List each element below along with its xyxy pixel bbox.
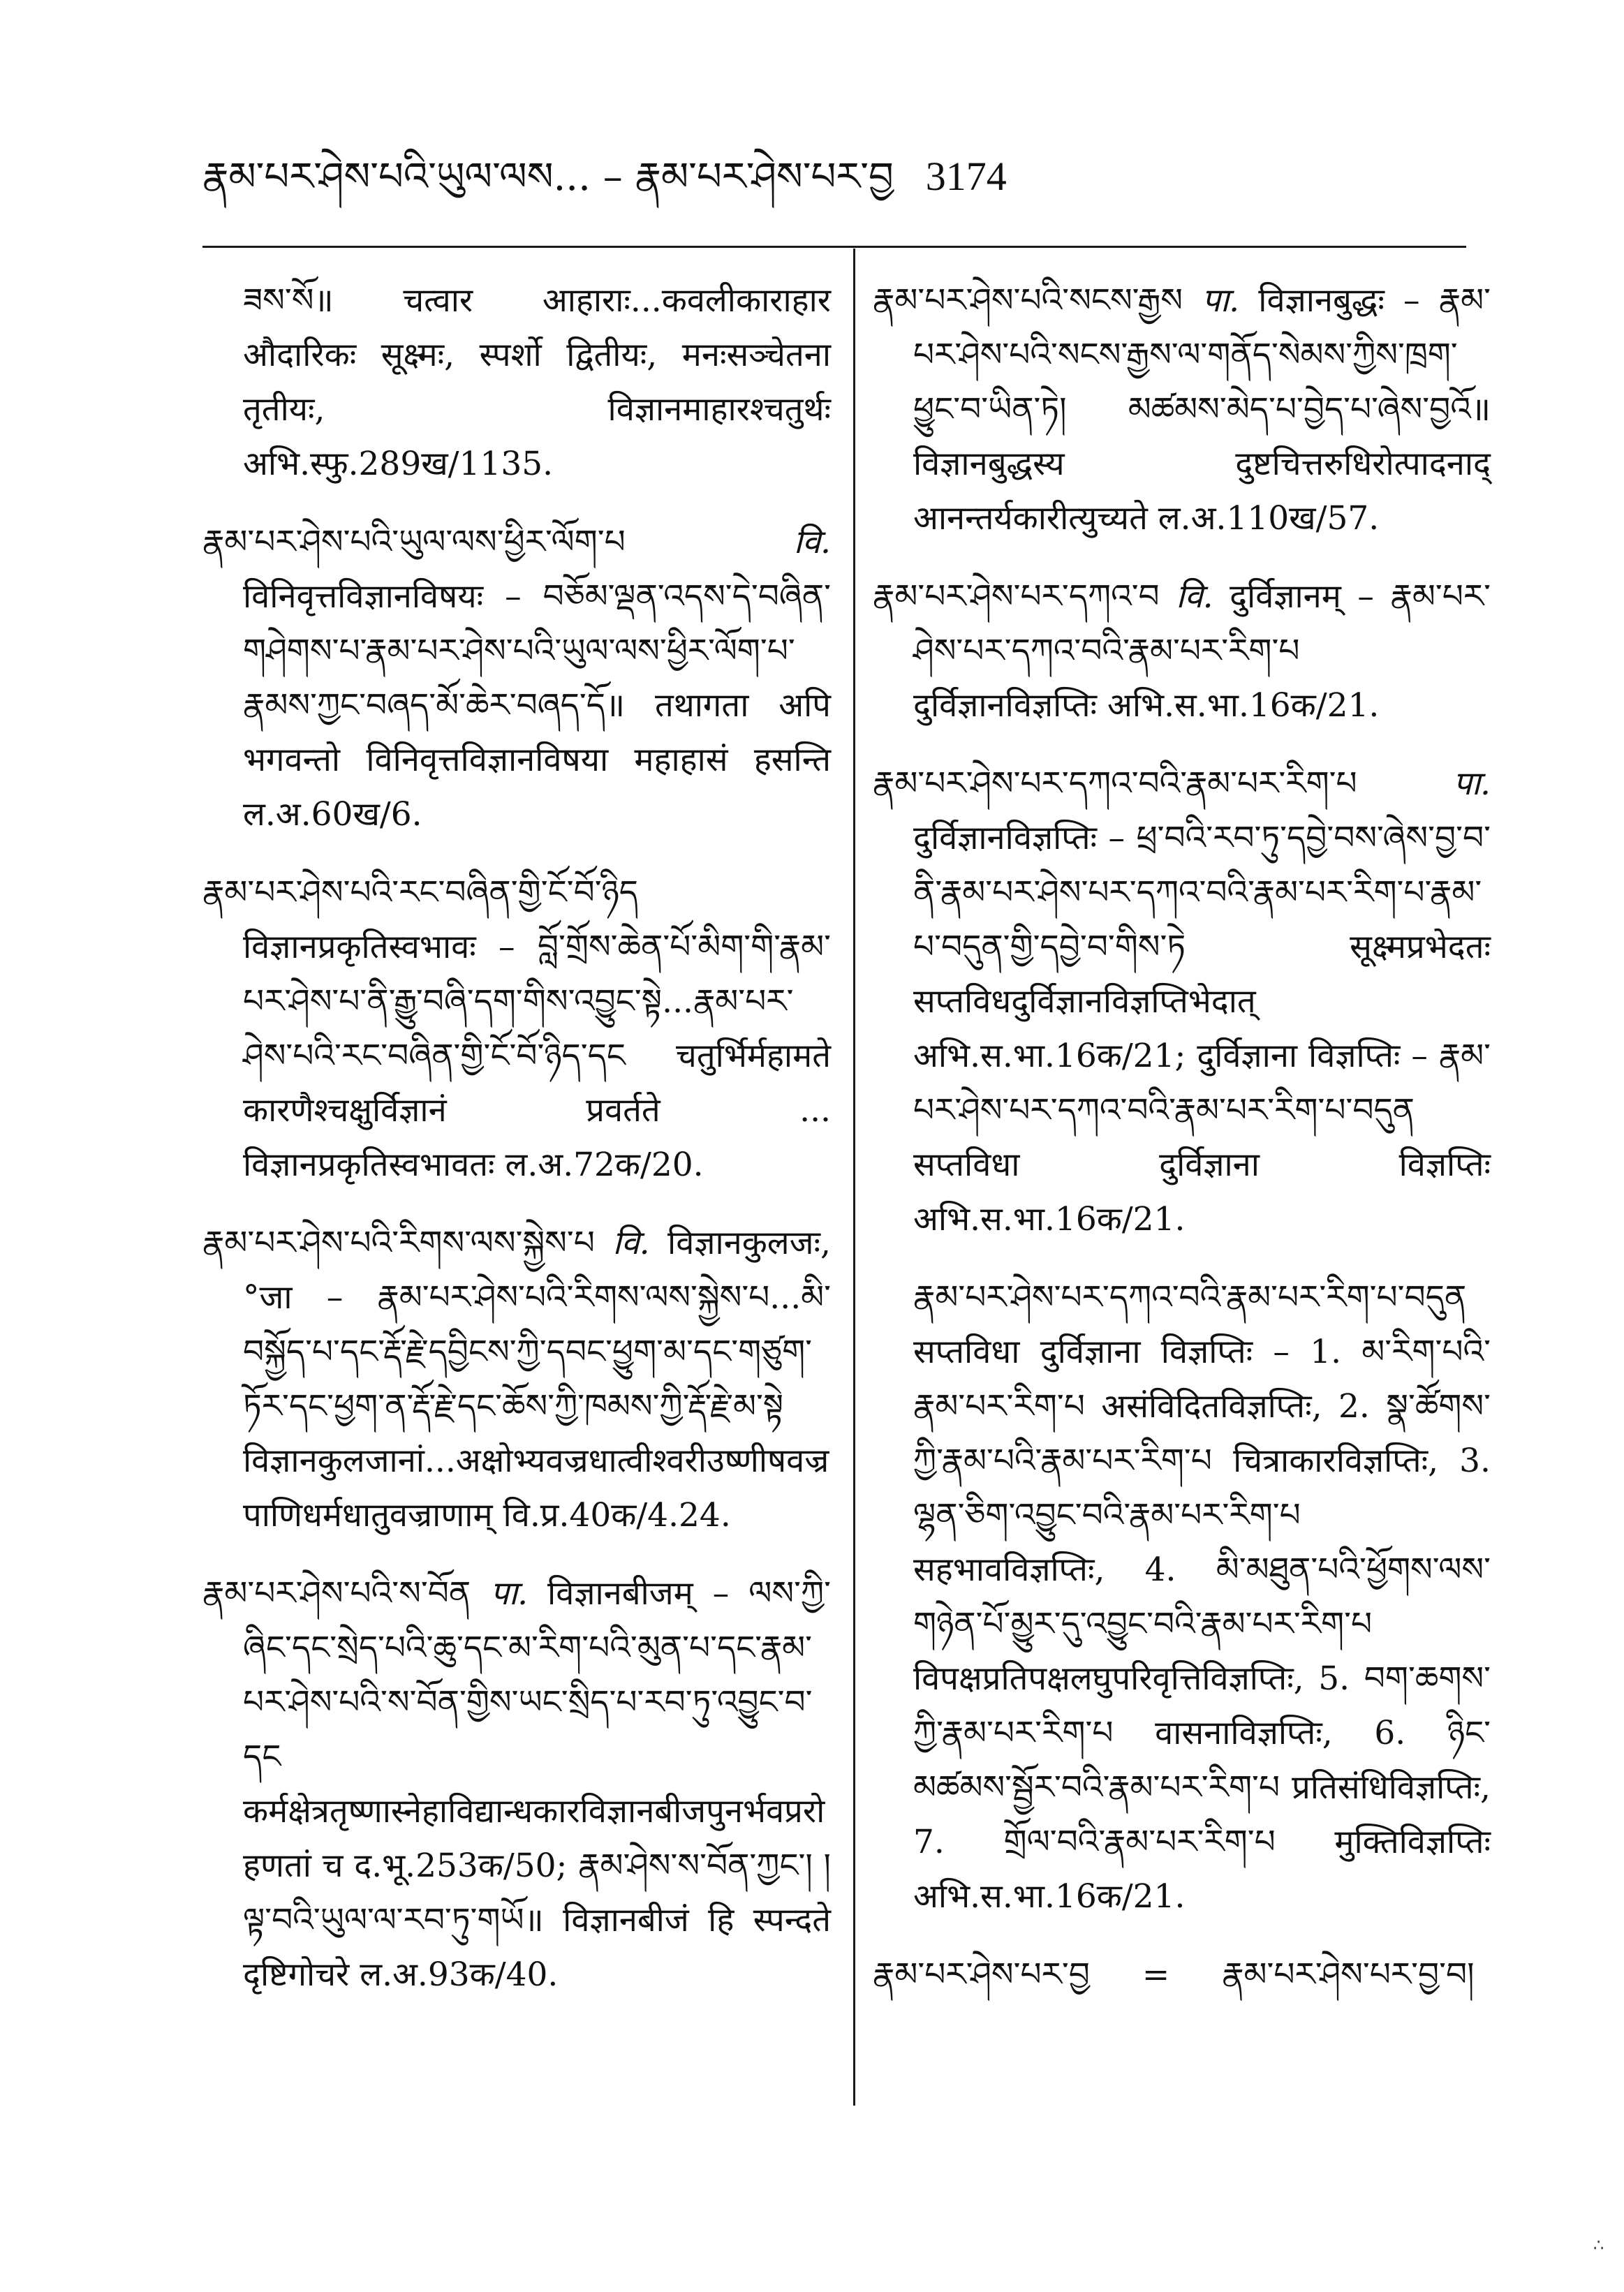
running-head-dash: – <box>603 154 623 200</box>
entry-headword: རྣམ་པར་ཤེས་པའི་རིགས་ལས་སྐྱེས་པ <box>202 1224 595 1262</box>
entry-body: दुर्विज्ञानविज्ञप्तिः – ཕྲ་བའི་རབ་ཏུ་དབྱེ་བས་ཞེས་བྱ་བ་ནི་རྣམ་པར་ཤེས་པར་དཀའ་བའི་རྣམ་པར་རིག་པ་རྣམ་པ་བདུན་གྱི་དབྱེ་བ་གིས་ཏེ सूक्ष्मप्रभेदतः सप्तविधदुर्विज्ञानविज्ञप्तिभेदात् अभि.स.भा.16क/21; दुर्विज्ञाना विज्ञप्तिः – རྣམ་པར་ཤེས་པར་དཀའ་བའི་རྣམ་པར་རིག་པ་བདུན सप्तविधा दुर्विज्ञाना विज्ञप्तिः अभि.स.भा.16क/21. <box>913 819 1491 1239</box>
dictionary-entry <box>873 1271 1491 1924</box>
grammar-label: वि. <box>793 523 831 561</box>
running-header <box>202 152 1250 202</box>
right-column <box>873 274 1491 2026</box>
running-head-first-entry: རྣམ་པར་ཤེས་པའི་ཡུལ་ལས... <box>202 154 591 200</box>
entry-body: दुर्विज्ञानम् – རྣམ་པར་ཤེས་པར་དཀའ་བའི་རྣམ་པར་རིག་པ दुर्विज्ञानविज्ञप्तिः अभि.स.भा.16क/21. <box>913 577 1491 725</box>
entry-body: ཟས་སོ॥ चत्वार आहाराः...कवलीकाराहार औदारिकः सूक्ष्मः, स्पर्शो द्वितीयः, मनःसञ्चेतना तृतीयः, विज्ञानमाहारश्चतुर्थः अभि.स्फु.289ख/1135. <box>243 281 831 483</box>
dictionary-entry <box>202 274 831 491</box>
entry-body: विज्ञानबीजम् – ལས་ཀྱི་ཞིང་དང་སྲེད་པའི་ཆུ་དང་མ་རིག་པའི་མུན་པ་དང་རྣམ་པར་ཤེས་པའི་ས་བོན་གྱིས་ཡང་སྲིད་པ་རབ་ཏུ་འབྱུང་བ་དང कर्मक्षेत्रतृष्णास्नेहाविद्यान्धकारविज्ञानबीजपुनर्भवप्ररोहणतां च द.भू.253क/50; རྣམ་ཤེས་ས་བོན་ཀྱང་། །ལྟ་བའི་ཡུལ་ལ་རབ་ཏུ་གཡོ॥ विज्ञानबीजं हि स्पन्दते दृष्टिगोचरे ल.अ.93क/40. <box>243 1574 831 1994</box>
grammar-label: वि. <box>1176 577 1213 616</box>
entry-headword: རྣམ་པར་ཤེས་པའི་ཡུལ་ལས་ཕྱིར་ལོག་པ <box>202 523 626 561</box>
grammar-label: पा. <box>1202 281 1240 320</box>
cross-reference-equals: = <box>1142 1955 1170 1994</box>
dictionary-entry <box>202 1216 831 1543</box>
grammar-label: पा. <box>490 1574 529 1613</box>
dictionary-entry <box>202 1567 831 2002</box>
dictionary-entry <box>873 274 1491 546</box>
dictionary-entry <box>873 570 1491 733</box>
page-number: 3174 <box>925 154 1007 199</box>
left-column <box>202 274 831 2026</box>
entry-headword: རྣམ་པར་ཤེས་པའི་སངས་རྒྱས <box>873 281 1183 320</box>
running-head-last-entry: རྣམ་པར་ཤེས་པར་བྱ <box>635 154 894 200</box>
cross-reference-target: རྣམ་པར་ཤེས་པར་བྱ་བ། <box>1222 1955 1475 1994</box>
entry-body: विज्ञानबुद्धः – རྣམ་པར་ཤེས་པའི་སངས་རྒྱས་ལ་གནོད་སེམས་ཀྱིས་ཁྲག་ཕྱུང་བ་ཡིན་ཏེ། མཚམས་མེད་པ་བྱེད་པ་ཞེས་བྱའོ॥ विज्ञानबुद्धस्य दुष्टचित्तरुधिरोत्पादनाद् आनन्तर्यकारीत्युच्यते ल.अ.110ख/57. <box>913 281 1491 538</box>
dictionary-entry <box>202 515 831 842</box>
grammar-label: पा. <box>1453 764 1491 803</box>
entry-headword: རྣམ་པར་ཤེས་པའི་རང་བཞིན་གྱི་ངོ་བོ་ཉིད <box>202 873 638 912</box>
entry-body: विज्ञानप्रकृतिस्वभावः – བློ་གྲོས་ཆེན་པོ་མིག་གི་རྣམ་པར་ཤེས་པ་ནི་རྒྱུ་བཞི་དག་གིས་འབྱུང་སྟེ...རྣམ་པར་ཤེས་པའི་རང་བཞིན་གྱི་ངོ་བོ་ཉིད་དང चतुर्भिर्महामते कारणैश्चक्षुर्विज्ञानं प्रवर्तते ... विज्ञानप्रकृतिस्वभावतः ल.अ.72क/20. <box>243 928 831 1184</box>
dictionary-entry <box>873 1948 1491 2002</box>
header-rule <box>202 246 1466 248</box>
dictionary-entry <box>202 866 831 1192</box>
dictionary-entry <box>873 757 1491 1247</box>
scan-speck: ∴ <box>1593 2235 1604 2255</box>
column-divider <box>853 249 855 2106</box>
entry-headword: རྣམ་པར་ཤེས་པར་བྱ <box>873 1955 1090 1994</box>
entry-body: विज्ञानकुलजः, °जा – རྣམ་པར་ཤེས་པའི་རིགས་ལས་སྐྱེས་པ...མི་བསྐྱོད་པ་དང་རྡོ་རྗེ་དབྱིངས་ཀྱི་དབང་ཕྱུག་མ་དང་གཙུག་ཏོར་དང་ཕྱག་ན་རྡོ་རྗེ་དང་ཆོས་ཀྱི་ཁམས་ཀྱི་རྡོ་རྗེ་མ་སྟེ विज्ञानकुलजानां...अक्षोभ्यवज्रधात्वीश्वरीउष्णीषवज्रपाणिधर्मधातुवज्राणाम् वि.प्र.40क/4.24. <box>243 1224 831 1535</box>
entry-body: རྣམ་པར་ཤེས་པར་དཀའ་བའི་རྣམ་པར་རིག་པ་བདུན सप्तविधा दुर्विज्ञाना विज्ञप्तिः – 1. མ་རིག་པའི་རྣམ་པར་རིག་པ असंविदितविज्ञप्तिः, 2. སྣ་ཚོགས་ཀྱི་རྣམ་པའི་རྣམ་པར་རིག་པ चित्राकारविज्ञप्तिः, 3. ལྷན་ཅིག་འབྱུང་བའི་རྣམ་པར་རིག་པ सहभावविज्ञप्तिः, 4. མི་མཐུན་པའི་ཕྱོགས་ལས་གཉེན་པོ་མྱུར་དུ་འབྱུང་བའི་རྣམ་པར་རིག་པ विपक्षप्रतिपक्षलघुपरिवृत्तिविज्ञप्तिः, 5. བག་ཆགས་ཀྱི་རྣམ་པར་རིག་པ वासनाविज्ञप्तिः, 6. ཉིང་མཚམས་སྦྱོར་བའི་རྣམ་པར་རིག་པ प्रतिसंधिविज्ञप्तिः, 7. གྲོལ་བའི་རྣམ་པར་རིག་པ मुक्तिविज्ञप्तिः अभि.स.भा.16क/21. <box>913 1278 1491 1916</box>
grammar-label: वि. <box>612 1224 650 1262</box>
entry-headword: རྣམ་པར་ཤེས་པར་དཀའ་བ <box>873 577 1160 616</box>
entry-body: विनिवृत्तविज्ञानविषयः – བཅོམ་ལྡན་འདས་དེ་བཞིན་གཤེགས་པ་རྣམ་པར་ཤེས་པའི་ཡུལ་ལས་ཕྱིར་ལོག་པ་རྣམས་ཀྱང་བཞད་མོ་ཆེར་བཞད་དོ॥ तथागता अपि भगवन्तो विनिवृत्तविज्ञानविषया महाहासं हसन्ति ल.अ.60ख/6. <box>243 577 831 834</box>
entry-headword: རྣམ་པར་ཤེས་པར་དཀའ་བའི་རྣམ་པར་རིག་པ <box>873 764 1357 803</box>
entry-headword: རྣམ་པར་ཤེས་པའི་ས་བོན <box>202 1574 471 1613</box>
